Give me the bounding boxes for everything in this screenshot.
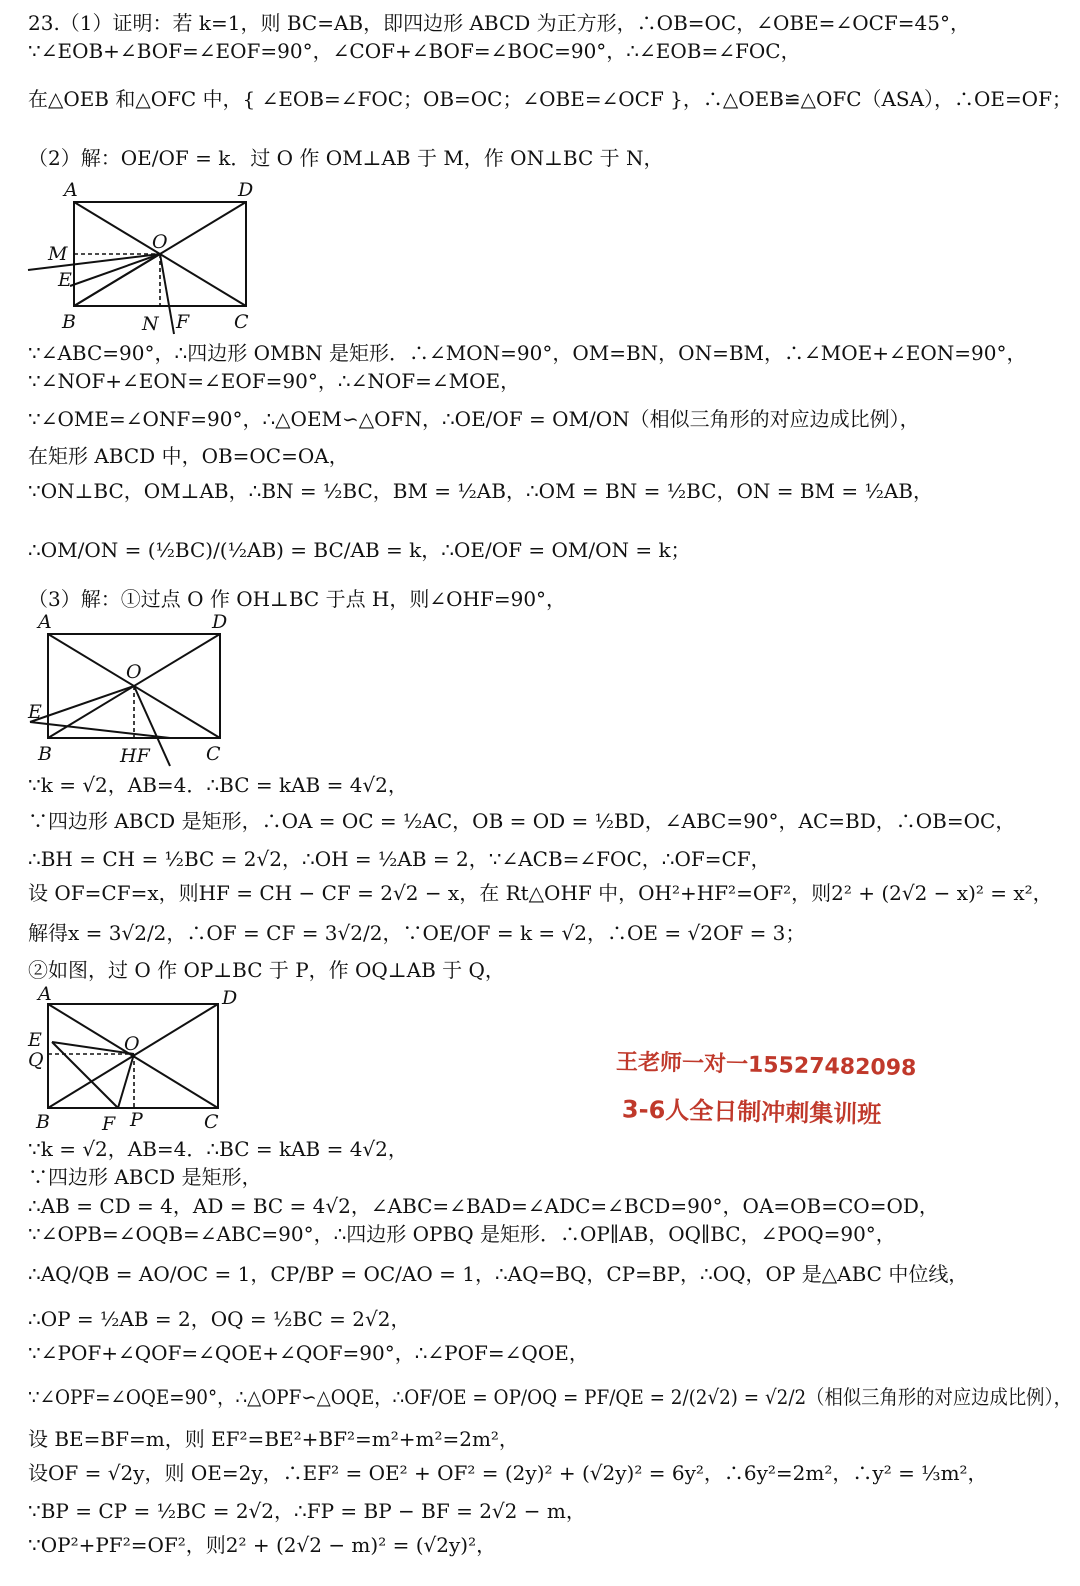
- fig3-label-P: P: [130, 1109, 143, 1131]
- text-line: ∴AB = CD = 4，AD = BC = 4√2，∠ABC=∠BAD=∠ADC=∠BCD=90°，OA=OB=CO=OD，: [28, 1194, 939, 1218]
- text-line: ∵ON⊥BC，OM⊥AB，∴BN = ½BC，BM = ½AB，∴OM = BN = ½BC，ON = BM = ½AB，: [28, 479, 933, 503]
- fig2-label-E: E: [28, 701, 42, 723]
- text-line: ∵四边形 ABCD 是矩形，∴OA = OC = ½AC，OB = OD = ½BD，∠ABC=90°，AC=BD，∴OB=OC，: [28, 809, 1016, 833]
- fig1-label-M: M: [48, 243, 68, 265]
- text-line: 设 BE=BF=m，则 EF²=BE²+BF²=m²+m²=2m²，: [28, 1427, 519, 1451]
- text-line: ∵k = √2，AB=4．∴BC = kAB = 4√2，: [28, 1137, 408, 1161]
- fig2-label-A: A: [38, 611, 52, 633]
- fig2-label-D: D: [212, 611, 228, 633]
- text-line: 在△OEB 和△OFC 中，{ ∠EOB=∠FOC；OB=OC；∠OBE=∠OCF }，∴△OEB≌△OFC（ASA），∴OE=OF；: [28, 87, 1072, 111]
- fig1-label-B: B: [62, 311, 76, 333]
- text-line: （2）解：OE/OF = k．过 O 作 OM⊥AB 于 M，作 ON⊥BC 于 N，: [28, 146, 664, 170]
- fig1-label-O: O: [152, 231, 168, 253]
- fig1-label-C: C: [234, 311, 249, 333]
- figure-3: [24, 982, 254, 1134]
- fig3-label-O: O: [124, 1033, 140, 1055]
- fig3-label-A: A: [38, 983, 52, 1005]
- text-line: ∵∠OME=∠ONF=90°，∴△OEM∽△OFN，∴OE/OF = OM/ON（相似三角形的对应边成比例），: [28, 407, 920, 431]
- fig2-label-B: B: [38, 743, 52, 765]
- text-line: ∵∠NOF+∠EON=∠EOF=90°，∴∠NOF=∠MOE，: [28, 369, 521, 393]
- fig2-label-HF: HF: [120, 745, 150, 767]
- fig3-label-F: F: [102, 1113, 116, 1134]
- text-line: ∵∠POF+∠QOF=∠QOE+∠QOF=90°，∴∠POF=∠QOE，: [28, 1341, 589, 1365]
- fig2-label-C: C: [206, 743, 221, 765]
- text-line: ∵∠ABC=90°，∴四边形 OMBN 是矩形．∴∠MON=90°，OM=BN，ON=BM，∴∠MOE+∠EON=90°，: [28, 341, 1027, 365]
- text-line: ∵∠OPB=∠OQB=∠ABC=90°，∴四边形 OPBQ 是矩形．∴OP∥AB，OQ∥BC，∠POQ=90°，: [28, 1222, 896, 1246]
- watermark-line-2: 3-6人全日制冲刺集训班: [621, 1095, 882, 1129]
- watermark-line-1: 王老师一对一15527482098: [615, 1049, 917, 1082]
- text-line: ∵∠OPF=∠OQE=90°，∴△OPF∽△OQE，∴OF/OE = OP/OQ = PF/QE = 2/(2√2) = √2/2（相似三角形的对应边成比例），: [28, 1385, 1072, 1409]
- text-line: ∴OM/ON = (½BC)/(½AB) = BC/AB = k，∴OE/OF = OM/ON = k；: [28, 538, 691, 562]
- text-line: ∵∠EOB+∠BOF=∠EOF=90°，∠COF+∠BOF=∠BOC=90°，∴∠EOB=∠FOC，: [28, 39, 801, 63]
- text-line: ∴AQ/QB = AO/OC = 1，CP/BP = OC/AO = 1，∴AQ=BQ，CP=BP，∴OQ，OP 是△ABC 中位线，: [28, 1262, 969, 1286]
- figure-1: [24, 176, 264, 336]
- text-line: ∵BP = CP = ½BC = 2√2，∴FP = BP − BF = 2√2 − m，: [28, 1499, 586, 1523]
- text-line: 23.（1）证明：若 k=1，则 BC=AB，即四边形 ABCD 为正方形，∴OB=OC，∠OBE=∠OCF=45°，: [28, 11, 970, 35]
- fig3-label-D: D: [222, 987, 238, 1009]
- text-line: 在矩形 ABCD 中，OB=OC=OA，: [28, 444, 349, 468]
- text-line: 设 OF=CF=x，则HF = CH − CF = 2√2 − x，在 Rt△OHF 中，OH²+HF²=OF²，则2² + (2√2 − x)² = x²，: [28, 881, 1053, 905]
- figure-2: [24, 610, 244, 770]
- fig1-label-E: E: [58, 269, 72, 291]
- fig3-label-B: B: [36, 1111, 50, 1133]
- fig3-label-Q: Q: [28, 1049, 44, 1071]
- text-line: ∵OP²+PF²=OF²，则2² + (2√2 − m)² = (√2y)²，: [28, 1533, 497, 1557]
- text-line: ∵四边形 ABCD 是矩形，: [28, 1165, 262, 1189]
- text-line: ②如图，过 O 作 OP⊥BC 于 P，作 OQ⊥AB 于 Q，: [28, 958, 505, 982]
- fig1-label-D: D: [238, 179, 254, 201]
- text-line: ∵k = √2，AB=4．∴BC = kAB = 4√2，: [28, 773, 408, 797]
- fig1-label-F: F: [176, 311, 190, 333]
- fig3-label-E: E: [28, 1029, 42, 1051]
- text-line: 解得x = 3√2/2，∴OF = CF = 3√2/2，∵OE/OF = k = √2，∴OE = √2OF = 3；: [28, 921, 806, 945]
- fig2-label-O: O: [126, 661, 142, 683]
- fig1-label-A: A: [64, 179, 78, 201]
- text-line: ∴OP = ½AB = 2，OQ = ½BC = 2√2，: [28, 1307, 411, 1331]
- text-line: （3）解：①过点 O 作 OH⊥BC 于点 H，则∠OHF=90°，: [28, 587, 567, 611]
- text-line: 设OF = √2y，则 OE=2y，∴EF² = OE² + OF² = (2y)² + (√2y)² = 6y²，∴6y²=2m²，∴y² = ⅓m²，: [28, 1461, 988, 1485]
- fig1-label-N: N: [142, 313, 159, 335]
- text-line: ∴BH = CH = ½BC = 2√2，∴OH = ½AB = 2，∵∠ACB=∠FOC，∴OF=CF，: [28, 847, 771, 871]
- fig3-label-C: C: [204, 1111, 219, 1133]
